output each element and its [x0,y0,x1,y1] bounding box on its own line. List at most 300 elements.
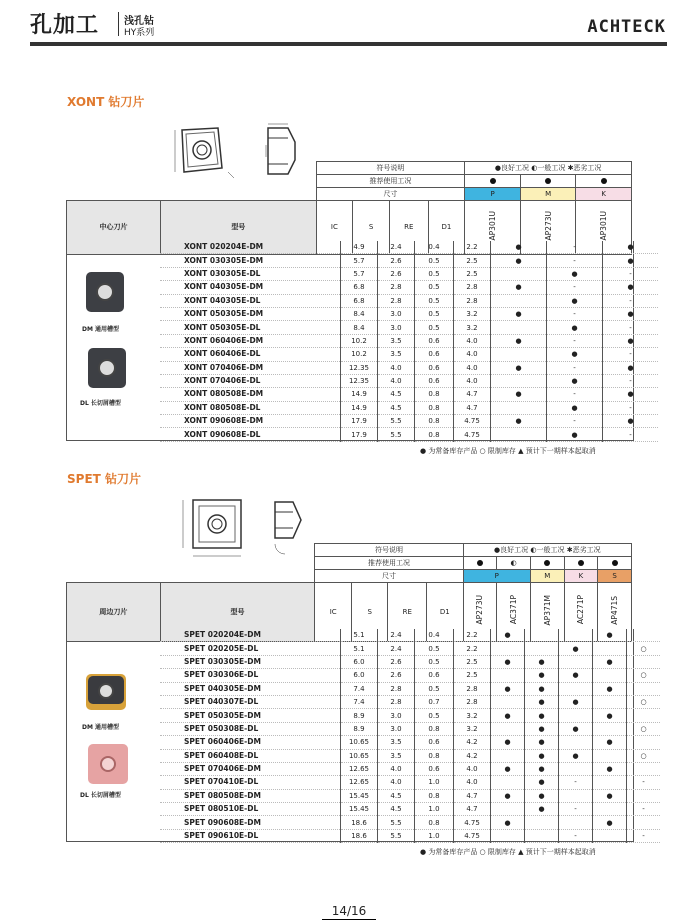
grade-availability: - [603,321,659,334]
grade-availability: - [547,254,603,267]
header-subtitle: 浅孔钻 [124,16,154,27]
dimension-value: 6.8 [341,281,378,294]
dimension-value: 8.4 [341,321,378,334]
grade-availability: - [547,361,603,374]
dimension-value: 0.6 [415,348,454,361]
grade-availability: ● [547,294,603,307]
grade-availability: ● [525,736,559,749]
table-row [160,334,658,347]
grade-availability [525,642,559,655]
dimension-value: 4.0 [454,348,491,361]
brand-logo: ACHTECK [587,17,666,37]
grade-availability [491,642,525,655]
legend-conditions [463,544,631,557]
grade-availability: ● [559,722,593,735]
legend-good: ●良好工况 [494,163,529,172]
grade-availability: ● [491,307,547,320]
model-code: XONT 060406E-DL [160,348,341,361]
dimension-value: 3.0 [378,321,415,334]
model-code: XONT 080508E-DL [160,401,341,414]
dimension-value: 12.65 [341,762,378,775]
dimension-value: 2.8 [378,281,415,294]
grade-availability: ● [491,388,547,401]
grade-availability [491,695,525,708]
dimension-value: 4.7 [454,388,491,401]
model-code: SPET 060406E-DM [160,736,341,749]
table-row [160,736,660,749]
dimension-value: 4.2 [454,736,491,749]
dimension-value: 0.4 [415,629,454,642]
model-code: SPET 060408E-DL [160,749,341,762]
model-code: SPET 040307E-DL [160,695,341,708]
dimension-value: 4.0 [454,374,491,387]
dimension-value: 4.5 [378,388,415,401]
grade-availability: ● [603,361,659,374]
table-row [160,816,660,829]
size-label: 尺寸 [315,570,463,583]
dimension-value: 0.8 [415,401,454,414]
dimension-value: 0.5 [415,642,454,655]
dimension-value: 0.6 [415,374,454,387]
legend-title: 符号说明 [315,544,463,557]
grade-availability: - [547,281,603,294]
grade-availability [559,629,593,642]
grade-3: AP371M [530,583,564,642]
col-d1: D1 [427,583,464,642]
grade-availability: ● [525,695,559,708]
grade-availability [491,374,547,387]
dimension-value: 0.8 [415,428,454,441]
grade-availability: ● [603,241,659,254]
dimension-value: 0.5 [415,307,454,320]
header-series: HY系列 [124,28,155,38]
col-model-header: 型号 [161,201,316,255]
xont-dm-caption: DM 通用槽型 [82,326,120,333]
dimension-value: 6.8 [341,294,378,307]
table-row [160,321,658,334]
dimension-value: 18.6 [341,816,378,829]
rec-mark-2: ◐ [497,557,531,570]
dimension-value: 2.8 [454,294,491,307]
dimension-value: 0.5 [415,321,454,334]
dimension-value: 0.5 [415,254,454,267]
page-number-underline [322,919,376,920]
dimension-value: 2.5 [454,267,491,280]
grade-availability: ● [525,682,559,695]
spet-section-title: SPET 钻刀片 [67,472,141,486]
dimension-value: 2.8 [454,695,491,708]
dimension-value: 4.7 [454,803,491,816]
dimension-value: 0.8 [415,749,454,762]
insert-hole [98,683,114,699]
table-row [160,361,658,374]
dimension-value: 0.6 [415,361,454,374]
table-row [160,415,658,428]
grade-availability [559,816,593,829]
dimension-value: 1.0 [415,829,454,842]
grade-availability: - [603,374,659,387]
col-ic: IC [315,583,352,642]
grade-availability: ● [593,655,627,668]
grade-availability: ● [593,629,627,642]
dimension-value: 2.4 [378,642,415,655]
model-code: SPET 090610E-DL [160,829,341,842]
dimension-value: 4.7 [454,401,491,414]
grade-availability [491,749,525,762]
material-k: K [564,570,598,583]
grade-availability [593,829,627,842]
grade-availability: - [627,829,661,842]
dimension-value: 14.9 [341,388,378,401]
grade-availability: ○ [627,642,661,655]
dimension-value: 0.6 [415,736,454,749]
grade-availability [593,722,627,735]
rec-mark-2 [520,175,576,188]
grade-1: AP273U [463,583,497,642]
grade-availability [627,682,661,695]
grade-availability [627,762,661,775]
table-row [160,348,658,361]
model-code: XONT 050305E-DM [160,307,341,320]
legend-bad: ✱恶劣工况 [566,545,601,554]
grade-availability: - [559,803,593,816]
table-row [160,267,658,280]
dimension-value: 10.2 [341,348,378,361]
recommend-label: 推荐使用工况 [316,175,465,188]
dimension-value: 10.65 [341,736,378,749]
grade-availability: - [559,829,593,842]
rec-mark-1 [465,175,521,188]
page-header [0,0,698,46]
table-row [160,374,658,387]
grade-availability [491,401,547,414]
dimension-value: 3.0 [378,722,415,735]
dimension-value: 12.65 [341,776,378,789]
dimension-value: 2.4 [378,629,415,642]
dimension-value: 3.0 [378,709,415,722]
dimension-value: 0.5 [415,294,454,307]
grade-availability: - [603,348,659,361]
dimension-value: 2.2 [454,629,491,642]
dimension-value: 6.0 [341,669,378,682]
dimension-value: 14.9 [341,401,378,414]
table-row [160,789,660,802]
grade-availability: ● [491,241,547,254]
dimension-value: 3.5 [378,348,415,361]
dimension-value: 2.2 [454,241,491,254]
dimension-value: 17.9 [341,428,378,441]
grade-availability: ● [491,709,525,722]
spet-footnote: ● 为常备库存产品 ○ 限制库存 ▲ 预计下一期样本起取消 [420,848,596,856]
grade-availability: ● [525,803,559,816]
table-row [160,388,658,401]
table-row [160,241,658,254]
grade-availability: ● [491,736,525,749]
grade-availability: - [627,803,661,816]
grade-availability [593,776,627,789]
model-code: SPET 080510E-DL [160,803,341,816]
table-row [160,695,660,708]
dimension-value: 0.8 [415,722,454,735]
dimension-value: 4.0 [378,762,415,775]
table-row [160,281,658,294]
grade-availability [559,709,593,722]
grade-availability: ● [525,762,559,775]
rec-mark-1 [463,557,497,570]
table-row [160,294,658,307]
xont-footnote: ● 为常备库存产品 ○ 限制库存 ▲ 预计下一期样本起取消 [420,447,596,455]
grade-availability: - [547,334,603,347]
model-code: XONT 090608E-DM [160,415,341,428]
grade-availability: ○ [627,749,661,762]
grade-availability [491,722,525,735]
legend-conditions [465,162,632,175]
grade-availability: ● [603,334,659,347]
grade-availability [525,629,559,642]
dimension-value: 3.2 [454,709,491,722]
dimension-value: 12.35 [341,361,378,374]
header-rule [30,42,667,46]
col-insert-header: 中心刀片 [67,201,161,255]
dimension-value: 3.0 [378,307,415,320]
table-row [160,669,660,682]
table-row [160,655,660,668]
dimension-value: 4.5 [378,401,415,414]
grade-availability: ● [547,428,603,441]
xont-dl-caption: DL 长切屑槽型 [80,400,121,407]
dimension-value: 2.8 [378,682,415,695]
model-code: SPET 090608E-DM [160,816,341,829]
grade-availability: ● [491,415,547,428]
dimension-value: 6.0 [341,655,378,668]
rec-mark-4 [564,557,598,570]
grade-availability [559,736,593,749]
col-insert-header: 周边刀片 [67,583,161,642]
dimension-value: 2.6 [378,655,415,668]
dimension-value: 4.0 [378,776,415,789]
grade-availability: ● [593,789,627,802]
col-ic: IC [316,201,353,255]
spet-dm-caption: DM 通用槽型 [82,724,120,731]
grade-5: AP471S [598,583,632,642]
grade-availability: ● [525,722,559,735]
grade-availability: ● [525,709,559,722]
model-code: SPET 020205E-DL [160,642,341,655]
grade-availability: ● [593,682,627,695]
grade-availability: - [603,428,659,441]
grade-availability: - [547,241,603,254]
table-row [160,762,660,775]
grade-availability [491,428,547,441]
grade-availability: ● [603,388,659,401]
model-code: XONT 060406E-DM [160,334,341,347]
model-code: SPET 070406E-DM [160,762,341,775]
grade-availability [525,829,559,842]
col-model-header: 型号 [160,583,315,642]
grade-availability: ● [525,669,559,682]
grade-availability [491,294,547,307]
grade-availability [525,816,559,829]
model-code: SPET 030305E-DM [160,655,341,668]
dimension-value: 2.6 [378,669,415,682]
grade-availability: ● [593,762,627,775]
dimension-value: 5.7 [341,267,378,280]
dimension-value: 0.8 [415,816,454,829]
dimension-value: 0.6 [415,334,454,347]
col-s: S [351,583,388,642]
model-code: SPET 020204E-DM [160,629,341,642]
col-s: S [353,201,390,255]
dimension-value: 5.1 [341,629,378,642]
grade-availability: ● [593,736,627,749]
grade-availability [559,789,593,802]
dimension-value: 2.5 [454,254,491,267]
page-title: 孔加工 [30,13,100,38]
dimension-value: 18.6 [341,829,378,842]
dimension-value: 8.9 [341,722,378,735]
dimension-value: 5.1 [341,642,378,655]
model-code: XONT 090608E-DL [160,428,341,441]
grade-availability: - [627,776,661,789]
grade-availability: ● [491,629,525,642]
rec-mark-3 [530,557,564,570]
dimension-value: 2.8 [454,682,491,695]
dimension-value: 17.9 [341,415,378,428]
grade-availability: ● [491,789,525,802]
spet-spec-header [66,543,632,642]
grade-availability: - [547,307,603,320]
grade-availability [491,776,525,789]
rec-mark-5 [598,557,632,570]
legend-bad: ✱恶劣工况 [567,163,602,172]
material-m: M [530,570,564,583]
grade-availability: ● [559,669,593,682]
table-row [160,307,658,320]
dimension-value: 8.4 [341,307,378,320]
dimension-value: 4.2 [454,749,491,762]
dimension-value: 0.5 [415,281,454,294]
dimension-value: 2.8 [378,294,415,307]
grade-availability [491,803,525,816]
dimension-value: 4.75 [454,829,491,842]
grade-availability: ● [559,695,593,708]
dimension-value: 0.5 [415,267,454,280]
dimension-value: 0.7 [415,695,454,708]
dimension-value: 4.5 [378,789,415,802]
rec-mark-3 [576,175,632,188]
grade-availability [491,267,547,280]
grade-availability: - [559,776,593,789]
dimension-value: 0.5 [415,682,454,695]
model-code: SPET 050308E-DL [160,722,341,735]
grade-availability: ● [525,776,559,789]
grade-availability: ● [547,348,603,361]
model-code: XONT 040305E-DM [160,281,341,294]
grade-availability: ● [547,401,603,414]
grade-availability: ● [559,749,593,762]
dimension-value: 2.5 [454,669,491,682]
table-row [160,776,660,789]
dimension-value: 5.7 [341,254,378,267]
dimension-value: 4.0 [454,776,491,789]
dimension-value: 7.4 [341,682,378,695]
table-row [160,709,660,722]
dimension-value: 2.2 [454,642,491,655]
grade-availability: - [603,267,659,280]
grade-availability [627,736,661,749]
dimension-value: 5.5 [378,415,415,428]
dimension-value: 12.35 [341,374,378,387]
grade-availability [627,789,661,802]
model-code: XONT 080508E-DM [160,388,341,401]
model-code: XONT 040305E-DL [160,294,341,307]
dimension-value: 4.9 [341,241,378,254]
dimension-value: 4.0 [378,361,415,374]
grade-availability: ● [547,321,603,334]
grade-availability: ● [547,267,603,280]
model-code: XONT 070406E-DM [160,361,341,374]
grade-availability: ○ [627,695,661,708]
grade-availability: ● [491,816,525,829]
header-divider [118,12,119,36]
grade-availability [559,682,593,695]
dimension-value: 2.6 [378,254,415,267]
grade-availability [593,749,627,762]
model-code: XONT 020204E-DM [160,241,341,254]
dimension-value: 0.6 [415,669,454,682]
grade-2: AC371P [497,583,531,642]
dimension-value: 0.5 [415,709,454,722]
grade-availability [559,762,593,775]
grade-availability: ● [593,709,627,722]
dimension-value: 4.0 [454,361,491,374]
grade-4: AC271P [564,583,598,642]
table-row [160,428,658,441]
grade-availability: ● [593,816,627,829]
grade-availability: ● [603,254,659,267]
grade-availability: ● [525,655,559,668]
grade-availability [491,348,547,361]
legend-title: 符号说明 [316,162,465,175]
model-code: XONT 070406E-DL [160,374,341,387]
dimension-value: 10.65 [341,749,378,762]
dimension-value: 10.2 [341,334,378,347]
model-code: SPET 040305E-DM [160,682,341,695]
legend-normal: ◐一般工况 [531,163,566,172]
material-p: P [465,188,521,201]
dimension-value: 3.2 [454,722,491,735]
dimension-value: 4.7 [454,789,491,802]
grade-availability: ● [491,281,547,294]
grade-availability [627,629,661,642]
grade-availability: - [603,401,659,414]
dimension-value: 0.8 [415,388,454,401]
dimension-value: 3.5 [378,736,415,749]
grade-availability [627,655,661,668]
dimension-value: 7.4 [341,695,378,708]
dimension-value: 0.8 [415,789,454,802]
grade-availability: ● [491,361,547,374]
dimension-value: 4.0 [454,762,491,775]
table-row [160,642,660,655]
grade-availability: - [603,294,659,307]
insert-hole [96,283,114,301]
grade-availability [491,669,525,682]
dimension-value: 4.75 [454,428,491,441]
table-row [160,682,660,695]
model-code: SPET 070410E-DL [160,776,341,789]
table-row [160,829,660,842]
